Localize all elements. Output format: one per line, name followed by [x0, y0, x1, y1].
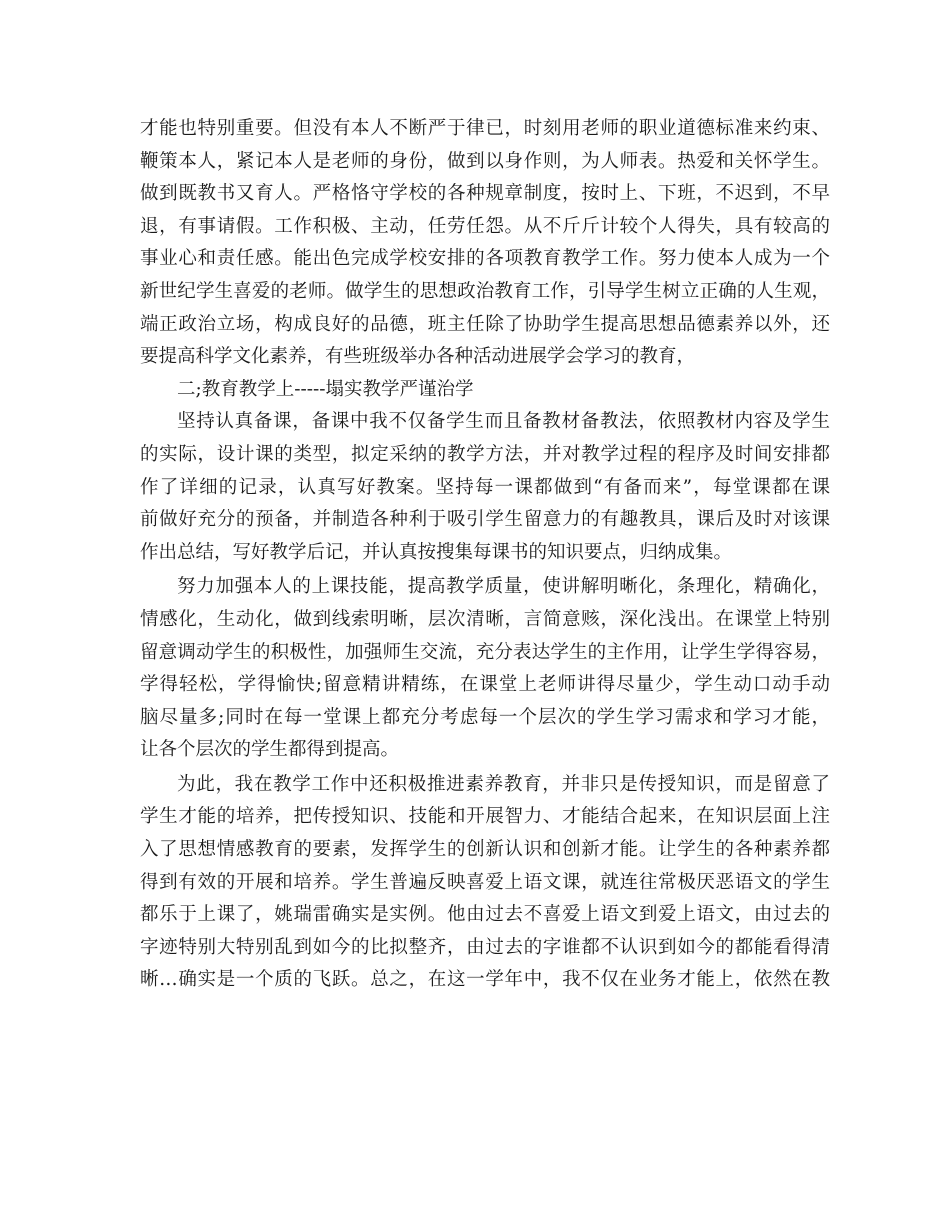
- section-heading: [140, 374, 830, 407]
- text-line: 的实际，设计课的类型，拟定采纳的教学方法，并对教学过程的程序及时间安排都: [140, 443, 830, 465]
- text-line: 让各个层次的学生都得到提高。: [140, 739, 400, 761]
- text-line: 字迹特别大特别乱到如今的比拟整齐，由过去的字谁都不认识到如今的都能看得清: [140, 936, 830, 958]
- paragraph-teaching-skills: [140, 571, 830, 767]
- text-line: 学得轻松，学得愉快;留意精讲精练，在课堂上老师讲得尽量少，学生动口动手动: [140, 674, 830, 696]
- text-line: 作出总结，写好教学后记，并认真按搜集每课书的知识要点，归纳成集。: [140, 541, 733, 563]
- text-line: 退，有事请假。工作积极、主动，任劳任怨。从不斤斤计较个人得失，具有较高的: [140, 215, 830, 237]
- text-line: 为此，我在教学工作中还积极推进素养教育，并非只是传授知识，而是留意了: [177, 773, 830, 795]
- section-heading-text: 二;教育教学上-----塌实教学严谨治学: [177, 378, 474, 400]
- text-line: 新世纪学生喜爱的老师。做学生的思想政治教育工作，引导学生树立正确的人生观，: [140, 280, 830, 302]
- text-line: 坚持认真备课，备课中我不仅备学生而且备教材备教法，依照教材内容及学生: [177, 411, 830, 433]
- text-line: 鞭策本人，紧记本人是老师的身份，做到以身作则，为人师表。热爱和关怀学生。: [140, 150, 830, 172]
- text-line: 学生才能的培养，把传授知识、技能和开展智力、才能结合起来，在知识层面上注: [140, 806, 830, 828]
- text-line: 事业心和责任感。能出色完成学校安排的各项教育教学工作。努力使本人成为一个: [140, 248, 830, 270]
- text-line: 端正政治立场，构成良好的品德，班主任除了协助学生提高思想品德素养以外，还: [140, 313, 830, 335]
- text-line: 要提高科学文化素养，有些班级举办各种活动进展学会学习的教育，: [140, 346, 696, 368]
- text-line: 入了思想情感教育的要素，发挥学生的创新认识和创新才能。让学生的各种素养都: [140, 839, 830, 861]
- text-line: 才能也特别重要。但没有本人不断严于律已，时刻用老师的职业道德标准来约束、: [140, 118, 830, 139]
- text-line: 晰…确实是一个质的飞跃。总之，在这一学年中，我不仅在业务才能上，依然在教: [140, 969, 830, 991]
- document-body: [140, 113, 830, 997]
- text-line: 脑尽量多;同时在每一堂课上都充分考虑每一个层次的学生学习需求和学习才能，: [140, 706, 830, 728]
- text-line: 情感化，生动化，做到线索明晰，层次清晰，言简意赅，深化浅出。在课堂上特别: [140, 608, 830, 630]
- paragraph-quality-education: [140, 769, 830, 997]
- paragraph-lesson-preparation: [140, 406, 830, 569]
- text-line: 都乐于上课了，姚瑞雷确实是实例。他由过去不喜爱上语文到爱上语文，由过去的: [140, 904, 830, 926]
- text-line: 作了详细的记录，认真写好教案。坚持每一课都做到“有备而来”，每堂课都在课: [140, 476, 830, 498]
- text-line: 得到有效的开展和培养。学生普遍反映喜爱上语文课，就连往常极厌恶语文的学生: [140, 871, 830, 893]
- text-line: 做到既教书又育人。严格恪守学校的各种规章制度，按时上、下班，不迟到，不早: [140, 183, 830, 205]
- text-line: 前做好充分的预备，并制造各种利于吸引学生留意力的有趣教具，课后及时对该课: [140, 509, 830, 531]
- text-line: 留意调动学生的积极性，加强师生交流，充分表达学生的主作用，让学生学得容易，: [140, 641, 830, 663]
- paragraph-professional-ethics: [140, 113, 830, 374]
- text-line: 努力加强本人的上课技能，提高教学质量，使讲解明晰化，条理化，精确化，: [177, 576, 830, 598]
